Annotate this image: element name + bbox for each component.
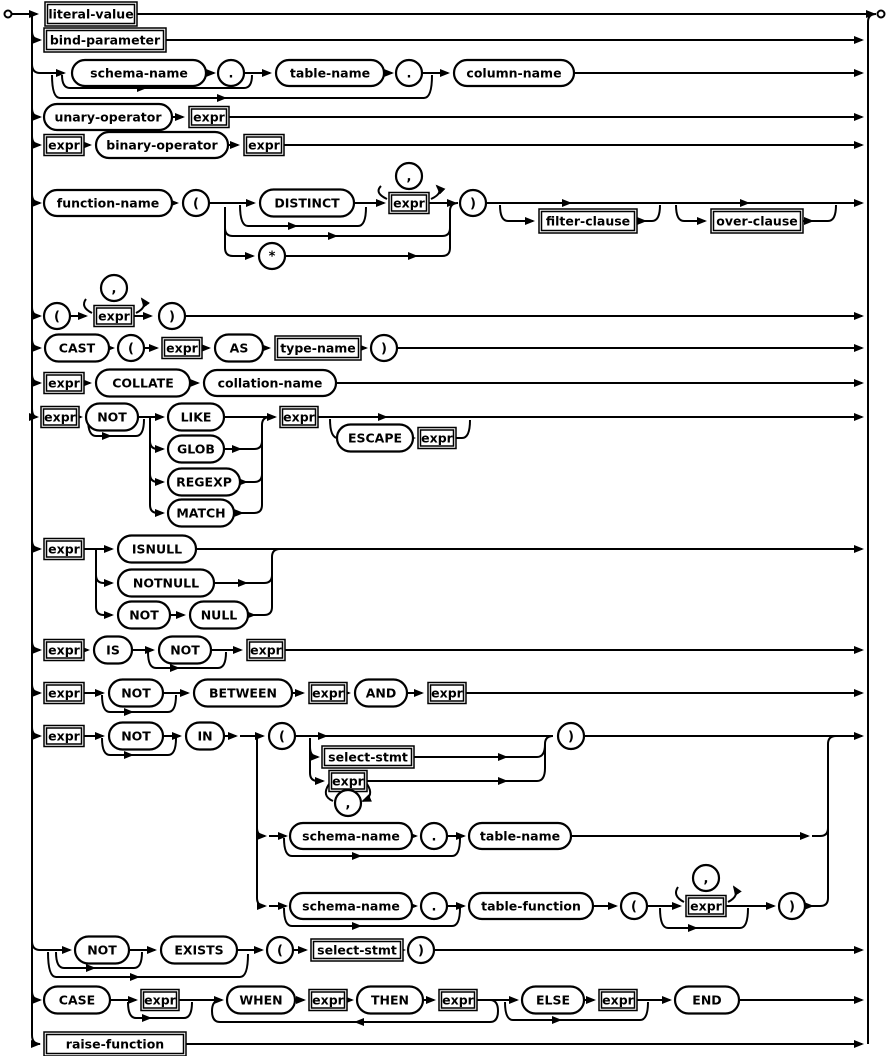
edge-180: [728, 887, 736, 902]
label-over-clause: over-clause: [716, 213, 798, 229]
edge-47: [645, 205, 660, 221]
label-WHEN: WHEN: [239, 992, 283, 1008]
node-expr-1[interactable]: [189, 107, 229, 128]
edge-39: [416, 248, 450, 256]
node-over-clause[interactable]: [711, 209, 803, 233]
label-dot-1: .: [228, 66, 234, 82]
node-paren-open-2: [44, 303, 70, 329]
edge-18: [32, 108, 40, 117]
node-END: [675, 987, 739, 1014]
label-expr-15: expr: [312, 685, 344, 701]
node-dot-4: [421, 893, 447, 919]
label-function-name: function-name: [56, 195, 160, 211]
label-paren-open-2: (: [54, 309, 60, 325]
start-terminal: [5, 11, 12, 18]
diagram-nodes: [41, 2, 805, 1056]
label-paren-open-6: (: [277, 943, 283, 959]
node-NOT-4: [109, 680, 163, 707]
edge-96: [456, 420, 470, 438]
edge-4: [32, 31, 40, 40]
edge-36: [225, 228, 336, 236]
edge-25: [32, 194, 40, 203]
edge-154: [545, 736, 553, 768]
edge-6: [32, 64, 64, 73]
label-table-name-2: table-name: [479, 828, 561, 844]
edge-181: [676, 887, 684, 902]
edge-80: [150, 474, 163, 482]
label-NOT-2: NOT: [129, 607, 159, 623]
node-select-stmt-2[interactable]: [311, 939, 403, 961]
label-expr-3: expr: [248, 137, 280, 153]
label-binary-operator: binary-operator: [106, 137, 218, 153]
edge-89: [262, 417, 270, 505]
edge-21: [32, 136, 40, 145]
label-dot-4: .: [431, 899, 437, 915]
label-schema-name-3: schema-name: [302, 898, 400, 914]
edge-153: [506, 768, 545, 781]
label-expr-2: expr: [48, 137, 80, 153]
label-GLOB: GLOB: [177, 441, 215, 457]
edge-81: [150, 505, 163, 513]
label-collation-name: collation-name: [217, 375, 323, 391]
edge-35: [225, 207, 253, 256]
node-NOT-3: [159, 637, 211, 664]
edge-185: [32, 941, 48, 950]
label-filter-clause: filter-clause: [545, 213, 631, 229]
label-column-name: column-name: [466, 65, 562, 81]
label-paren-open-4: (: [279, 729, 285, 745]
label-expr-13: expr: [250, 642, 282, 658]
label-expr-11: expr: [48, 541, 80, 557]
node-expr-6[interactable]: [162, 338, 202, 359]
label-AS: AS: [229, 340, 249, 356]
edge-58: [84, 299, 92, 313]
label-bind-parameter: bind-parameter: [49, 32, 161, 48]
edge-166: [812, 828, 828, 836]
edge-108: [254, 607, 272, 615]
node-expr-17[interactable]: [44, 726, 84, 747]
node-type-name[interactable]: [275, 336, 361, 360]
label-comma-4: ,: [703, 871, 709, 887]
label-table-function: table-function: [481, 898, 581, 914]
node-comma-4: [693, 865, 719, 891]
label-expr-23: expr: [602, 992, 634, 1008]
edge-1: [32, 14, 40, 1044]
node-NULL: [190, 602, 248, 629]
edge-184: [812, 898, 828, 906]
edge-86: [246, 474, 262, 482]
node-comma-2: [101, 275, 127, 301]
node-expr-22[interactable]: [439, 990, 477, 1011]
label-IN: IN: [197, 728, 213, 744]
edge-37: [336, 228, 450, 236]
node-paren-close-1: [460, 190, 486, 216]
label-paren-open-1: (: [193, 196, 199, 212]
edge-34: [379, 186, 387, 199]
node-NOTNULL: [118, 570, 214, 597]
label-paren-close-5: ): [789, 899, 795, 915]
edge-149: [310, 757, 323, 781]
label-expr-18: expr: [332, 773, 364, 789]
node-expr-7[interactable]: [44, 373, 84, 394]
label-expr-10: expr: [421, 430, 453, 446]
edge-106: [246, 575, 272, 583]
edge-148: [506, 744, 545, 757]
node-literal-value[interactable]: [45, 2, 137, 26]
edge-33: [431, 186, 439, 199]
node-expr-15[interactable]: [309, 683, 347, 704]
label-expr-17: expr: [48, 728, 80, 744]
node-table-function: [469, 893, 593, 919]
node-filter-clause[interactable]: [539, 209, 637, 233]
node-expr-10[interactable]: [418, 428, 456, 449]
node-star: [259, 243, 285, 269]
end-terminal: [878, 11, 885, 18]
node-AND: [355, 680, 407, 707]
label-MATCH: MATCH: [176, 505, 226, 521]
node-binary-operator: [96, 132, 228, 158]
node-expr-18[interactable]: [329, 771, 367, 792]
label-ISNULL: ISNULL: [131, 541, 183, 557]
node-GLOB: [168, 436, 224, 463]
node-paren-close-4: [558, 723, 584, 749]
node-expr-20[interactable]: [141, 990, 179, 1011]
node-bind-parameter[interactable]: [44, 28, 166, 52]
node-expr-4[interactable]: [389, 193, 429, 214]
node-REGEXP: [168, 469, 240, 496]
diagram-edges: [12, 14, 877, 1044]
label-DISTINCT: DISTINCT: [274, 195, 340, 211]
label-THEN: THEN: [371, 992, 409, 1008]
label-NOT-4: NOT: [121, 685, 151, 701]
edge-120: [32, 684, 40, 693]
label-paren-close-3: ): [381, 341, 387, 357]
node-paren-close-5: [779, 893, 805, 919]
label-dot-2: .: [406, 66, 412, 82]
edge-51: [676, 205, 705, 221]
node-LIKE: [168, 404, 224, 431]
node-table-name-1: [276, 60, 384, 86]
edge-55: [32, 307, 40, 316]
node-expr-12[interactable]: [44, 640, 84, 661]
node-ESCAPE: [337, 425, 413, 452]
edge-79: [150, 441, 163, 449]
label-REGEXP: REGEXP: [176, 474, 232, 490]
label-paren-close-1: ): [470, 196, 476, 212]
node-THEN: [357, 987, 423, 1014]
node-raise-function[interactable]: [44, 1032, 186, 1056]
node-comma-1: [396, 163, 422, 189]
label-expr-8: expr: [44, 409, 76, 425]
node-paren-close-6: [408, 937, 434, 963]
label-expr-7: expr: [48, 375, 80, 391]
label-NOTNULL: NOTNULL: [132, 575, 200, 591]
label-unary-operator: unary-operator: [54, 109, 162, 125]
label-AND: AND: [365, 685, 397, 701]
label-paren-open-3: (: [128, 341, 134, 357]
label-star: *: [268, 249, 276, 265]
edge-157: [257, 828, 265, 836]
label-comma-3: ,: [345, 796, 351, 812]
label-paren-close-4: ): [568, 729, 574, 745]
node-expr-3[interactable]: [244, 135, 284, 156]
label-expr-19: expr: [690, 898, 722, 914]
label-NULL: NULL: [200, 607, 238, 623]
edge-45: [500, 205, 533, 221]
label-expr-12: expr: [48, 642, 80, 658]
label-expr-14: expr: [48, 685, 80, 701]
label-BETWEEN: BETWEEN: [209, 685, 277, 701]
node-CAST: [45, 335, 109, 362]
node-paren-open-6: [267, 937, 293, 963]
label-COLLATE: COLLATE: [112, 375, 174, 391]
node-NOT-1: [86, 404, 138, 431]
label-NOT-5: NOT: [121, 728, 151, 744]
node-DISTINCT: [260, 190, 354, 217]
node-expr-16[interactable]: [428, 683, 466, 704]
edge-2: [868, 14, 876, 1044]
label-literal-value: literal-value: [48, 6, 134, 22]
node-expr-11[interactable]: [44, 539, 84, 560]
label-CAST: CAST: [58, 340, 96, 356]
label-NOT-6: NOT: [87, 942, 117, 958]
node-expr-13[interactable]: [247, 640, 285, 661]
edge-111: [32, 641, 40, 650]
edge-68: [32, 374, 40, 383]
edge-61: [32, 339, 40, 348]
label-expr-6: expr: [166, 340, 198, 356]
edge-53: [812, 205, 836, 221]
node-expr-2[interactable]: [44, 135, 84, 156]
label-expr-16: expr: [431, 685, 463, 701]
label-expr-22: expr: [442, 992, 474, 1008]
edge-131: [32, 727, 40, 736]
node-schema-name-3: [290, 893, 412, 919]
node-select-stmt-1[interactable]: [322, 746, 414, 768]
node-expr-14[interactable]: [44, 683, 84, 704]
label-type-name: type-name: [280, 340, 356, 356]
label-EXISTS: EXISTS: [174, 942, 224, 958]
label-expr-21: expr: [312, 992, 344, 1008]
label-ELSE: ELSE: [535, 992, 571, 1008]
label-CASE: CASE: [58, 992, 96, 1008]
node-paren-open-4: [269, 723, 295, 749]
label-IS: IS: [106, 642, 120, 658]
node-expr-9[interactable]: [280, 407, 318, 428]
label-expr-20: expr: [144, 992, 176, 1008]
edge-167: [257, 898, 265, 906]
label-expr-4: expr: [393, 195, 425, 211]
label-END: END: [692, 992, 722, 1008]
label-schema-name-2: schema-name: [302, 828, 400, 844]
edge-84: [240, 441, 262, 449]
node-collation-name: [204, 370, 336, 396]
node-CASE: [44, 987, 110, 1014]
label-expr-9: expr: [283, 409, 315, 425]
edge-98: [32, 540, 40, 549]
label-paren-close-2: ): [169, 309, 175, 325]
label-ESCAPE: ESCAPE: [347, 430, 403, 446]
node-expr-21[interactable]: [309, 990, 347, 1011]
node-WHEN: [227, 987, 295, 1014]
node-MATCH: [168, 500, 234, 527]
node-paren-open-5: [621, 893, 647, 919]
node-expr-5[interactable]: [94, 306, 134, 327]
edge-102: [96, 575, 112, 583]
node-AS: [215, 335, 263, 362]
node-paren-close-3: [371, 335, 397, 361]
node-paren-open-3: [118, 335, 144, 361]
label-LIKE: LIKE: [180, 409, 212, 425]
node-COLLATE: [96, 370, 190, 397]
edge-146: [310, 747, 318, 757]
label-paren-open-5: (: [631, 899, 637, 915]
label-comma-1: ,: [406, 169, 412, 185]
node-table-name-2: [469, 823, 571, 849]
label-dot-3: .: [431, 829, 437, 845]
node-IS: [94, 637, 132, 664]
edge-57: [136, 299, 144, 313]
node-ISNULL: [118, 536, 196, 563]
label-NOT-1: NOT: [97, 409, 127, 425]
label-table-name-1: table-name: [289, 65, 371, 81]
node-EXISTS: [161, 937, 237, 964]
node-function-name: [44, 190, 172, 216]
label-select-stmt-1: select-stmt: [328, 749, 408, 765]
label-select-stmt-2: select-stmt: [317, 942, 397, 958]
node-dot-1: [218, 60, 244, 86]
edge-156: [828, 736, 836, 898]
label-comma-2: ,: [111, 281, 117, 297]
node-unary-operator: [44, 104, 172, 130]
node-ELSE: [522, 987, 584, 1014]
node-paren-close-2: [159, 303, 185, 329]
node-schema-name-2: [290, 823, 412, 849]
label-paren-close-6: ): [418, 943, 424, 959]
label-expr-5: expr: [98, 308, 130, 324]
edge-109: [272, 549, 280, 607]
node-IN: [186, 723, 224, 750]
label-expr-1: expr: [193, 109, 225, 125]
node-BETWEEN: [194, 680, 292, 707]
node-dot-2: [396, 60, 422, 86]
edge-40: [450, 203, 458, 248]
edge-198: [32, 991, 40, 1000]
node-expr-23[interactable]: [599, 990, 637, 1011]
label-raise-function: raise-function: [65, 1036, 165, 1052]
label-NOT-3: NOT: [170, 642, 200, 658]
node-column-name: [454, 60, 574, 86]
node-schema-name-1: [72, 60, 206, 86]
node-paren-open-1: [183, 190, 209, 216]
label-schema-name-1: schema-name: [90, 65, 188, 81]
node-expr-19[interactable]: [686, 896, 726, 917]
node-NOT-5: [109, 723, 163, 750]
node-NOT-2: [118, 602, 170, 629]
edge-72: [32, 408, 37, 417]
edge-88: [242, 505, 262, 513]
edge-103: [96, 607, 112, 615]
node-expr-8[interactable]: [41, 407, 79, 428]
node-NOT-6: [75, 937, 129, 964]
node-dot-3: [421, 823, 447, 849]
node-comma-3: [335, 790, 361, 816]
